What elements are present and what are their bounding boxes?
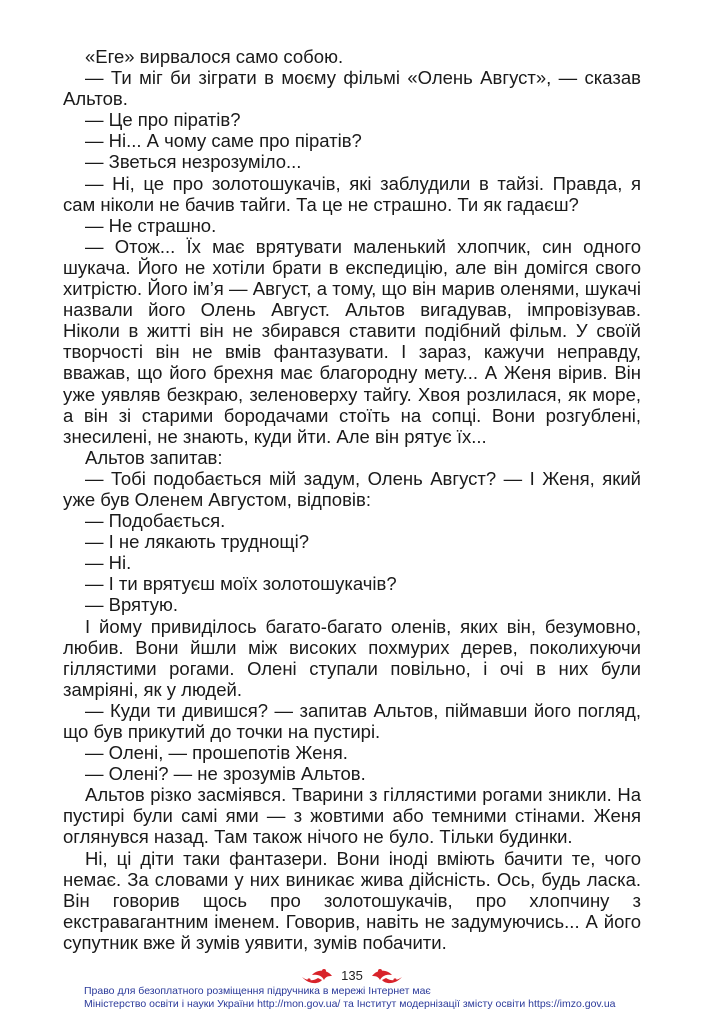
paragraph: Ні, ці діти таки фантазери. Вони іноді вміють бачити те, чого немає. За словами у них виникає жива дійсність. Ось, будь ласка. Він говорив щось про золотошукачів, про хлопчину з екстравагантним іменем. Говорив, навіть не задумуючись... А його супутник вже й зумів уявити, зумів побачити. xyxy=(63,847,641,953)
paragraph: — Куди ти дивишся? — запитав Альтов, піймавши його погляд, що був прикутий до точки на пустирі. xyxy=(63,699,641,742)
paragraph: — І не лякають труднощі? xyxy=(85,531,309,553)
page-folio xyxy=(0,966,704,986)
paragraph: — Ні. xyxy=(85,552,132,574)
paragraph: — Ні... А чому саме про піратів? xyxy=(85,130,362,152)
page-body xyxy=(63,46,641,953)
paragraph: — Олені? — не зрозумів Альтов. xyxy=(85,763,366,785)
paragraph: — Тобі подобається мій задум, Олень Август? — І Женя, який уже був Оленем Августом, відповів: xyxy=(63,467,641,510)
paragraph: — Зветься незрозуміло... xyxy=(85,151,302,173)
paragraph: Альтов різко засміявся. Тварини з гіллястими рогами зникли. На пустирі були самі ями — з жовтими або темними стінами. Женя оглянувся назад. Там також нічого не було. Тільки будинки. xyxy=(63,784,641,848)
paragraph: І йому привиділось багато-багато оленів, яких він, безумовно, любив. Вони йшли між високих похмурих дерев, поколихуючи гіллястими рогами. Олені ступали повільно, і очі в них були замріяні, як у людей. xyxy=(63,615,641,700)
copyright-notice xyxy=(84,985,644,1011)
page-number: 135 xyxy=(341,968,363,983)
notice-line: Право для безоплатного розміщення підручника в мережі Інтернет має xyxy=(84,985,431,997)
paragraph: — Не страшно. xyxy=(85,214,217,236)
paragraph: — Отож... Їх має врятувати маленький хлопчик, син одного шукача. Його не хотіли брати в експедицію, але він домігся свого хитрістю. Його ім’я — Август, а тому, що він марив оленями, шукачі назвали його Олень Август. Альтов вигадував, імпровізував. Ніколи в житті він не збирався ставити подібний фільм. У своїй творчості він не вмів фантазувати. І зараз, кажучи неправду, вважав, що його брехня має благородну мету... А Женя вірив. Він уже уявляв безкраю, зеленоверху тайгу. Хвоя розлилася, як море, а він зі старими бородачами стоїть на сопці. Вони розгублені, знесилені, не знають, куди йти. Але він рятує їх... xyxy=(63,235,641,447)
paragraph: — Ти міг би зіграти в моєму фільмі «Олень Август», — сказав Альтов. xyxy=(63,67,641,110)
paragraph: «Еге» вирвалося само собою. xyxy=(85,46,344,67)
paragraph: — Олені, — прошепотів Женя. xyxy=(85,742,348,764)
paragraph: — Ні, це про золотошукачів, які заблудили в тайзі. Правда, я сам ніколи не бачив тайги. Та це не страшно. Ти як гадаєш? xyxy=(63,172,641,215)
paragraph: — Подобається. xyxy=(85,510,226,532)
notice-line: Міністерство освіти і науки України http://mon.gov.ua/ та Інститут модернізації змісту освіти https://imzo.gov.ua xyxy=(84,998,616,1010)
paragraph: — Врятую. xyxy=(85,594,179,616)
paragraph: Альтов запитав: xyxy=(85,446,223,468)
paragraph: — І ти врятуєш моїх золотошукачів? xyxy=(85,573,397,595)
paragraph: — Це про піратів? xyxy=(85,109,241,131)
